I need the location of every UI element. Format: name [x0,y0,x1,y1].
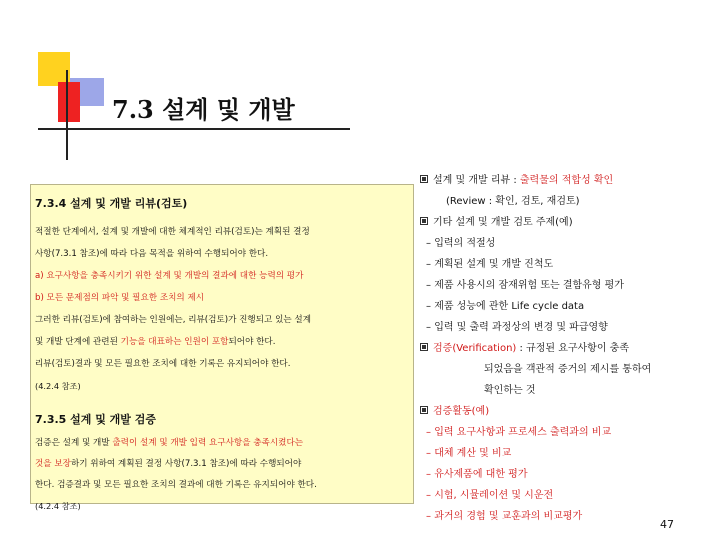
decor-horizontal-line [38,128,350,130]
bullet-text: 기타 설계 및 개발 검토 주제(예) [433,217,573,228]
panel-text: 하기 위하여 계획된 결정 사항(7.3.1 참조)에 따라 수행되어야 [70,459,302,469]
bullet-sub: (Review : 확인, 검토, 재검토) [446,196,580,207]
dash-item: – 입력의 적절성 [420,233,716,254]
bullet-verification-activities [420,401,716,422]
bullet-text: : 규정된 요구사항이 충족 [516,343,629,354]
section-heading-7-3-5: 7.3.5 설계 및 개발 검증 [35,413,157,426]
dash-item-highlight: – 과거의 경험 및 교훈과의 비교평가 [420,506,716,527]
dash-item-highlight: – 유사제품에 대한 평가 [420,464,716,485]
dash-item-highlight: – 입력 요구사항과 프로세스 출력과의 비교 [420,422,716,443]
panel-line: 한다. 검증결과 및 모든 필요한 조치의 결과에 대한 기록은 유지되어야 한다. [35,480,317,490]
decor-vertical-line [66,70,68,160]
panel-line [35,331,409,353]
panel-line: 리뷰(검토)결과 및 모든 필요한 조치에 대한 기록은 유지되어야 한다. [35,359,291,369]
panel-text: 및 개발 단계에 관련된 [35,337,121,347]
page-number: 47 [660,518,674,531]
bullet-text: 설계 및 개발 리뷰 : [433,175,520,186]
bullet-verification [420,338,716,359]
dash-item-highlight: – 시험, 시뮬레이션 및 시운전 [420,485,716,506]
square-bullet-icon [420,217,428,225]
panel-line: 적절한 단계에서, 설계 및 개발에 대한 체계적인 리뷰(검토)는 계획된 결정 [35,227,310,237]
panel-line: 그러한 리뷰(검토)에 참여하는 인원에는, 리뷰(검토)가 진행되고 있는 설계 [35,315,312,325]
standard-text-panel [30,184,414,511]
dash-item: – 제품 사용시의 잠재위험 또는 결함유형 평가 [420,275,716,296]
panel-line [35,454,409,475]
slide-title: 7.3 설계 및 개발 [112,95,295,124]
bullet-highlight: 검증활동(예) [433,406,490,417]
bullet-continuation: 되었음을 객관적 증거의 제시를 통하여 [484,364,652,375]
panel-text: 검증은 설계 및 개발 [35,438,113,448]
panel-text-highlight: 것을 보장 [35,459,71,469]
section-heading-7-3-4: 7.3.4 설계 및 개발 리뷰(검토) [35,197,188,210]
panel-line: 사항(7.3.1 참조)에 따라 다음 목적을 위하여 수행되어야 한다. [35,249,269,259]
dash-item: – 제품 성능에 관한 Life cycle data [420,296,716,317]
square-bullet-icon [420,343,428,351]
bullet-review [420,170,716,191]
decor-red-square [58,82,80,122]
bullet-review-topics [420,212,716,233]
dash-item: – 계획된 설계 및 개발 진척도 [420,254,716,275]
panel-reference: (4.2.4 참조) [35,381,81,391]
panel-text-highlight: 출력이 설계 및 개발 입력 요구사항을 충족시켰다는 [112,438,304,448]
bullet-highlight: 검증(Verification) [433,343,517,354]
panel-line-highlight: a) 요구사항을 충족시키기 위한 설계 및 개발의 결과에 대한 능력의 평가 [35,271,304,281]
square-bullet-icon [420,175,428,183]
bullet-continuation: 확인하는 것 [484,385,536,396]
panel-line-highlight: b) 모든 문제점의 파악 및 필요한 조치의 제시 [35,293,205,303]
panel-reference: (4.2.4 참조) [35,501,81,511]
panel-text-highlight: 기능을 대표하는 인원이 포함 [120,337,229,347]
bullet-highlight: 출력물의 적합성 확인 [519,175,614,186]
panel-text: 되어야 한다. [228,337,276,347]
bullet-list [420,170,716,527]
dash-item: – 입력 및 출력 과정상의 변경 및 파급영향 [420,317,716,338]
square-bullet-icon [420,406,428,414]
dash-item-highlight: – 대체 계산 및 비교 [420,443,716,464]
panel-line [35,433,409,454]
